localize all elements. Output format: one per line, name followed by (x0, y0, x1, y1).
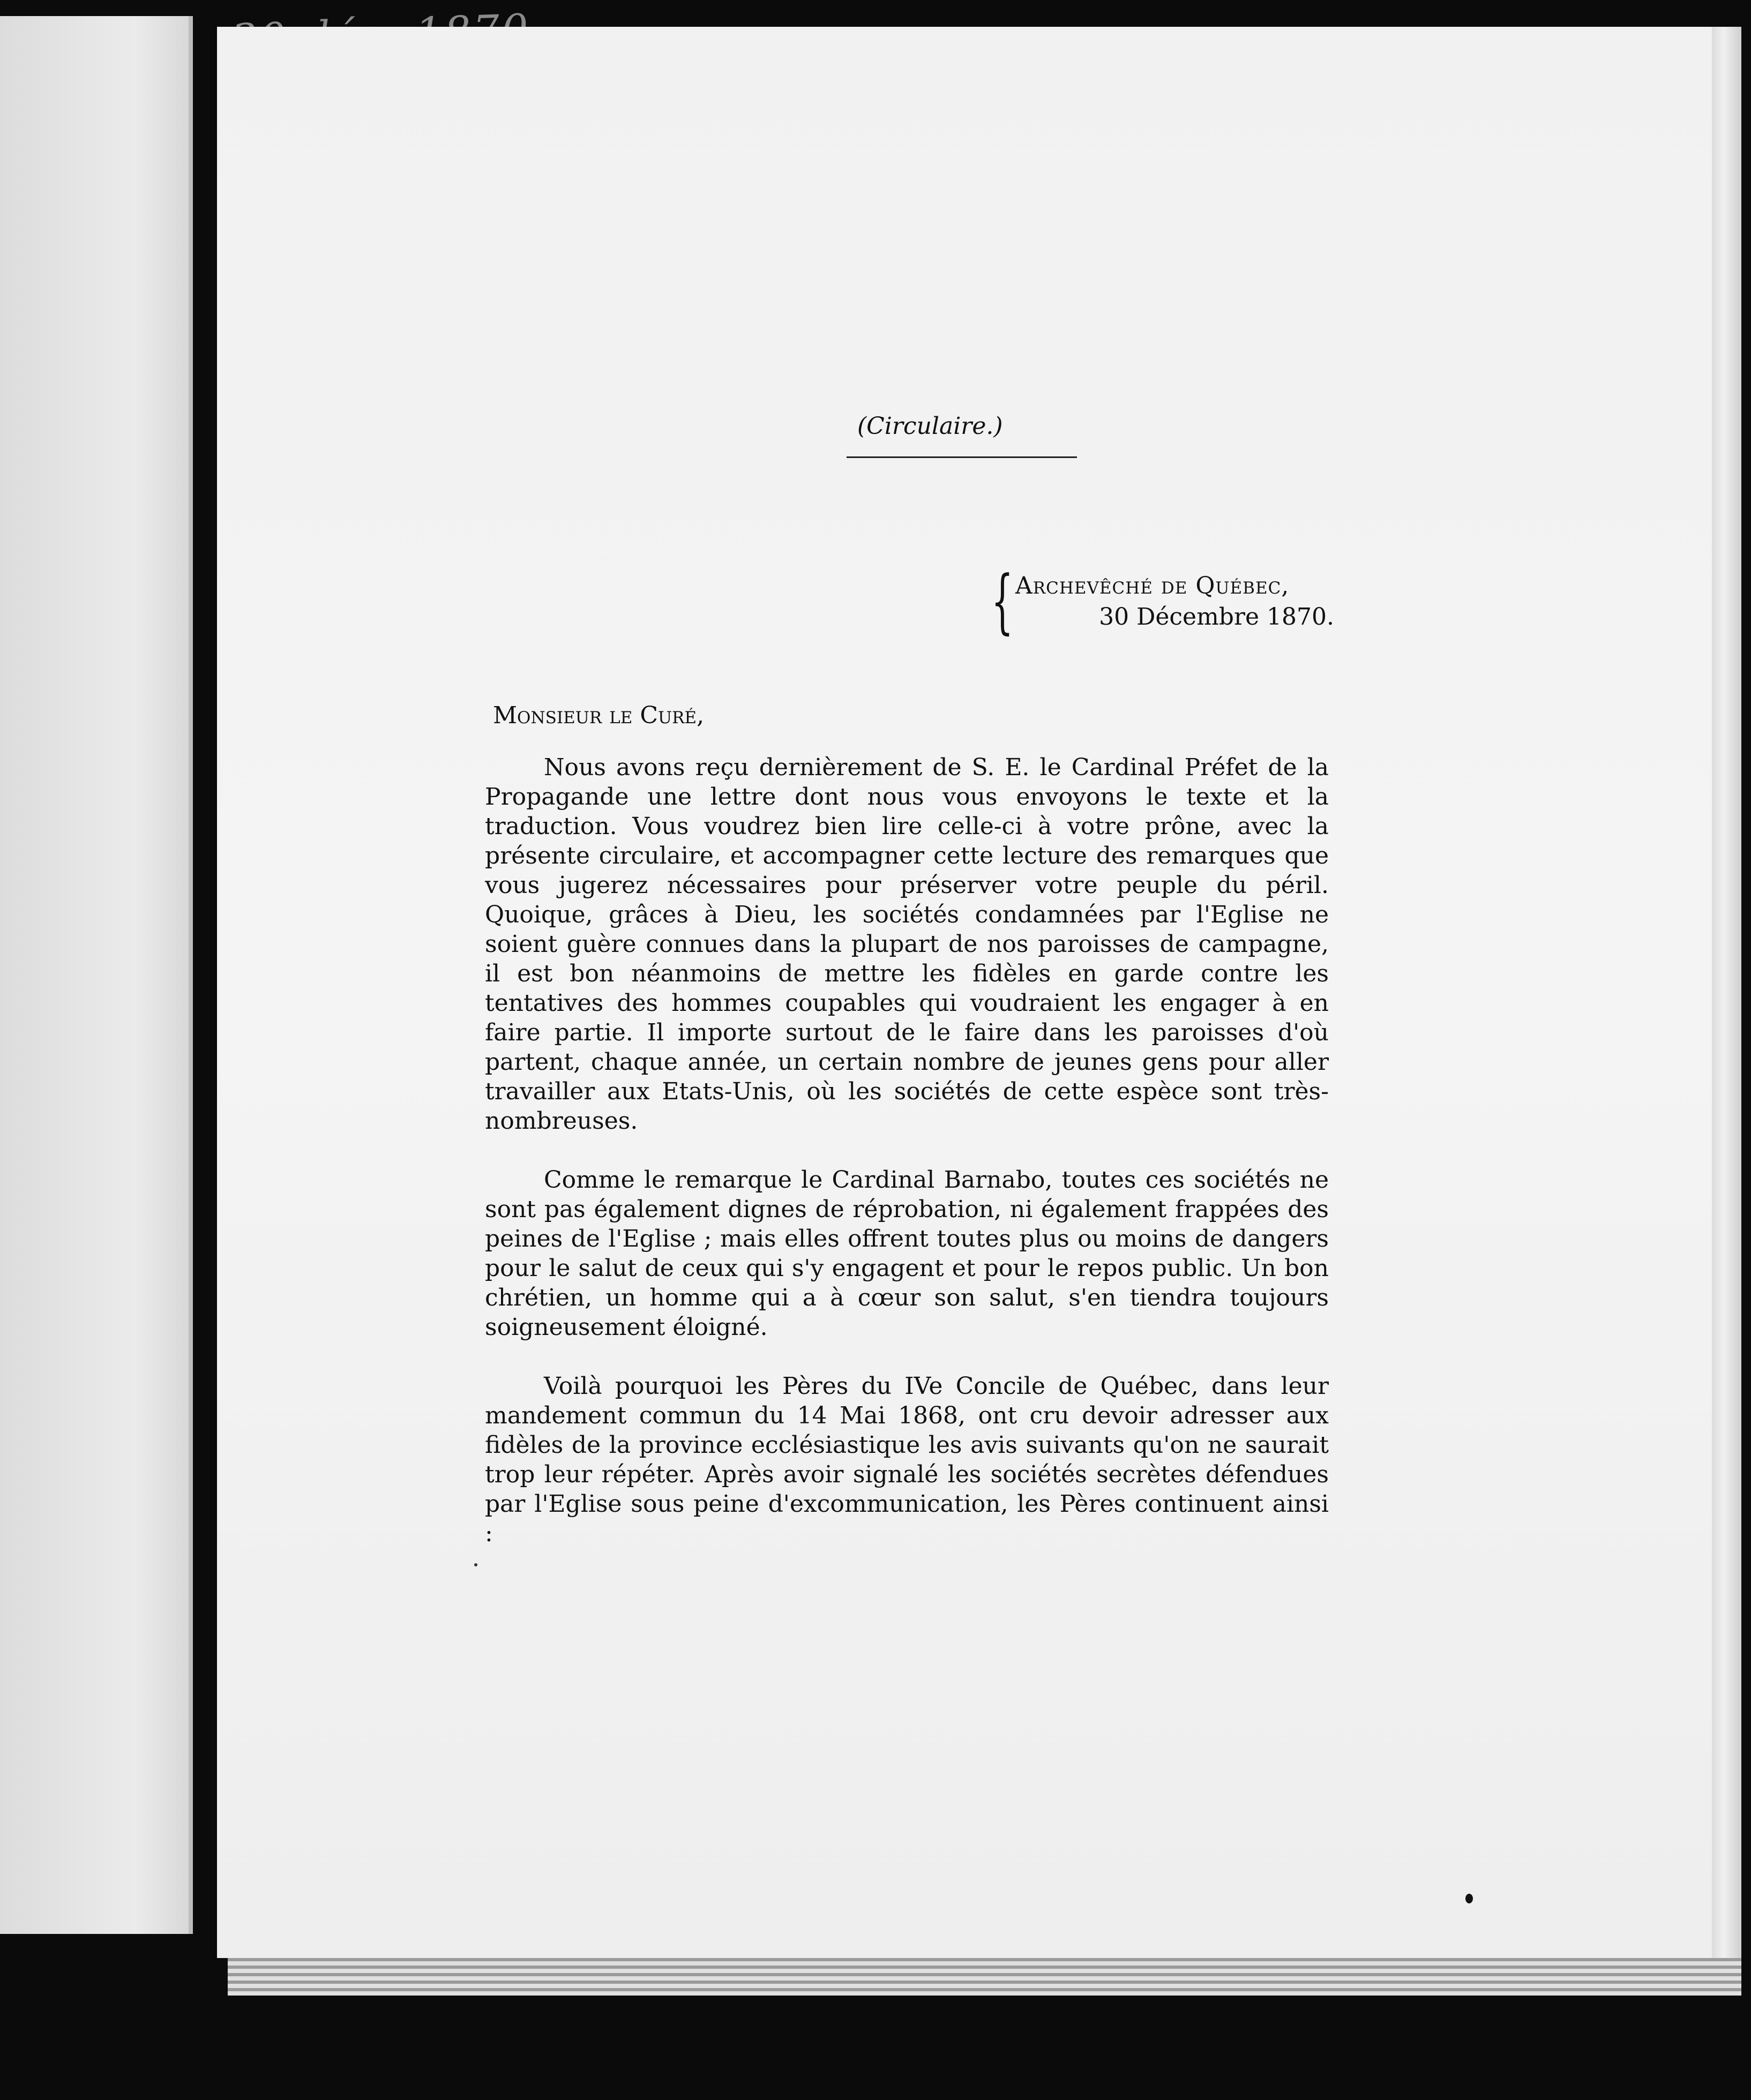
dateline (991, 560, 1340, 642)
circular-heading: (Circulaire.) (857, 412, 1003, 440)
paragraph-2: Comme le remarque le Cardinal Barnabo, toutes ces sociétés ne sont pas également dignes de réprobation, ni également frappées des peines de l'Eglise ; mais elles offrent toutes plus ou moins de dangers pour le salut de ceux qui s'y engagent et pour le repos public. Un bon chrétien, un homme qui a à cœur son salut, s'en tiendra toujours soigneusement éloigné. (485, 1166, 1329, 1341)
heading-rule (847, 456, 1077, 458)
paragraph-3: Voilà pourquoi les Pères du IVe Concile de Québec, dans leur mandement commun du 14 Mai 1868, ont cru devoir adresser aux fidèles de la province ecclésiastique les avis suivants qu'on ne saurait trop leur répéter. Après avoir signalé les sociétés secrètes défendues par l'Eglise sous peine d'excommunication, les Pères continuent ainsi : (485, 1372, 1329, 1547)
curly-brace-glyph: { (991, 560, 1014, 642)
page-bottom-edge (228, 1958, 1741, 1996)
left-page-edge (189, 16, 193, 1934)
left-adjacent-page (0, 16, 193, 1934)
salutation: Monsieur le Curé, (493, 702, 705, 729)
ink-spot (1465, 1894, 1473, 1903)
paragraph-1: Nous avons reçu dernièrement de S. E. le Cardinal Préfet de la Propagande une lettre dont nous vous envoyons le texte et la traduction. Vous voudrez bien lire celle-ci à votre prône, avec la présente circulaire, et accompagner cette lecture des remarques que vous jugerez nécessaires pour préserver votre peuple du péril. Quoique, grâces à Dieu, les sociétés condamnées par l'Eglise ne soient guère connues dans la plupart de nos paroisses de campagne, il est bon néanmoins de mettre les fidèles en garde contre les tentatives des hommes coupables qui voudraient les engager à en faire partie. Il importe surtout de le faire dans les paroisses d'où partent, chaque année, un certain nombre de jeunes gens pour aller travailler aux Etats-Unis, où les sociétés de cette espèce sont très-nombreuses. (485, 754, 1329, 1135)
letter-body (485, 753, 1329, 1578)
ink-speck (474, 1563, 477, 1566)
dateline-date: 30 Décembre 1870. (1099, 603, 1334, 631)
page-right-edge (1712, 27, 1741, 1958)
dateline-place: Archevêché de Québec, (1015, 572, 1290, 599)
